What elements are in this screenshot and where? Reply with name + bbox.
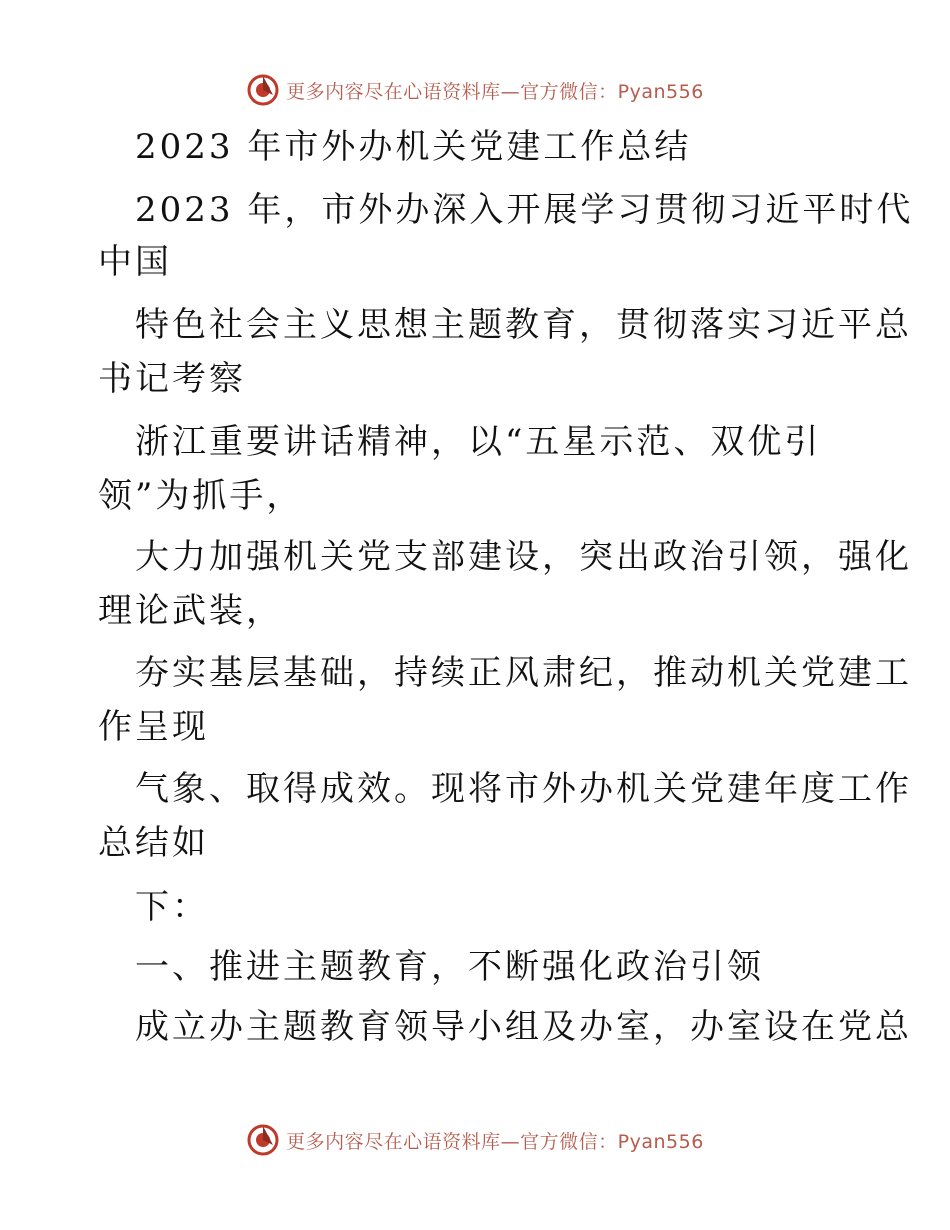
paragraph-line: 大力加强机关党支部建设，突出政治引领，强化 — [135, 537, 912, 577]
header-watermark-text: 更多内容尽在心语资料库—官方微信：Pyan556 — [286, 80, 704, 103]
paragraph-line: 作呈现 — [98, 707, 209, 747]
paragraph-line: 中国 — [98, 242, 172, 282]
document-title: 2023 年市外办机关党建工作总结 — [135, 127, 692, 167]
paragraph-line: 理论武装， — [98, 591, 283, 631]
paragraph-line: 总结如 — [98, 823, 209, 863]
section-heading: 一、推进主题教育，不断强化政治引领 — [135, 947, 764, 987]
paragraph-line: 2023 年，市外办深入开展学习贯彻习近平时代 — [135, 190, 914, 230]
paragraph-line: 下： — [135, 887, 209, 927]
paragraph-line: 浙江重要讲话精神，以“五星示范、双优引 — [135, 422, 822, 462]
paragraph-line: 成立办主题教育领导小组及办室，办室设在党总 — [135, 1007, 912, 1047]
paragraph-line: 书记考察 — [98, 359, 246, 399]
footer-watermark-text: 更多内容尽在心语资料库—官方微信：Pyan556 — [286, 1130, 704, 1153]
paragraph-line: 夯实基层基础，持续正风肃纪，推动机关党建工 — [135, 653, 912, 693]
paragraph-line: 特色社会主义思想主题教育，贯彻落实习近平总 — [135, 305, 912, 345]
header-watermark — [0, 70, 950, 110]
brand-logo-icon — [246, 73, 280, 107]
brand-logo-icon — [246, 1123, 280, 1157]
paragraph-line: 领”为抓手， — [98, 476, 304, 516]
footer-watermark — [0, 1120, 950, 1160]
paragraph-line: 气象、取得成效。现将市外办机关党建年度工作 — [135, 769, 912, 809]
